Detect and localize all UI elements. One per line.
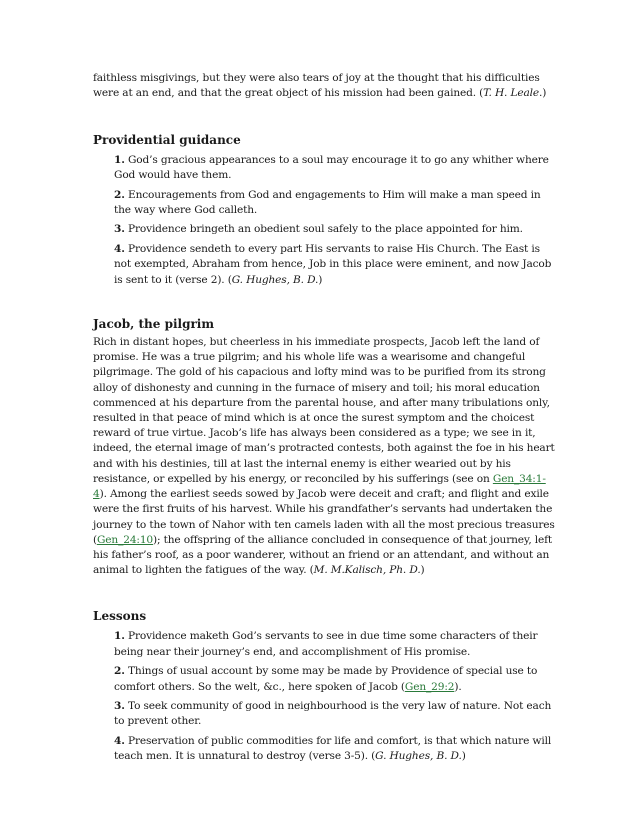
item-number: 3. [114, 223, 125, 236]
link-gen-34[interactable]: Gen_34:1-4 [93, 472, 546, 501]
intro-text: faithless misgivings, but they were also tears of joy at the thought that his difficulties were at an end, and that the great object of his mission had been gained. ( [93, 72, 540, 100]
item-number: 4. [114, 242, 125, 255]
heading-jacob-the-pilgrim: Jacob, the pilgrim [93, 317, 215, 332]
item-number: 1. [114, 153, 125, 166]
list-item [93, 222, 555, 237]
item-text: Preservation of public commodities for life and comfort, is that which nature will teach men. It is unnatural to destroy (verse 3-5). ( [114, 734, 552, 763]
jacob-text-3: ); the offspring of the alliance concluded in consequence of that journey, left his father’s roof, as a poor wanderer, without an friend or an attendant, and without an animal to lighten the fatigues of the way. ( [93, 533, 553, 577]
item-text: Things of usual account by some may be made by Providence of special use to comfort others. So the welt, &c., here spoken of Jacob ( [114, 665, 538, 693]
item-citation: G. Hughes, B. D. [375, 750, 462, 763]
item-citation: G. Hughes, B. D. [231, 273, 319, 286]
item-number: 1. [114, 630, 125, 643]
intro-citation: T. H. Leale. [483, 87, 543, 100]
item-number: 3. [114, 699, 125, 712]
link-gen-29[interactable]: Gen_29:2 [404, 680, 455, 693]
page-content [93, 71, 555, 769]
item-end: ) [461, 750, 466, 763]
item-text: Providence maketh God’s servants to see in due time some characters of their being near their journey’s end, and accomplishment of His promise. [114, 630, 538, 658]
item-number: 2. [114, 665, 125, 678]
heading-lessons: Lessons [93, 609, 147, 624]
jacob-text-1: Rich in distant hopes, but cheerless in his immediate prospects, Jacob left the land of promise. He was a true pilgrim; and his whole life was a wearisome and changeful pilgrimage. The gold of his capacious and lofty mind was to be purified from its strong alloy of dishonesty and cunning in the furnace of misery and toil; his moral education commenced at his departure from the parental house, and after many tribulations only, resulted in that peace of mind which is at once the surest symptom and the choicest reward of true virtue. Jacob’s life has always been considered as a type; we see in it, indeed, the eternal image of man’s protracted contests, both against the foe in his heart and with his destinies, till at last the internal enemy is either wearied out by his resistance, or expelled by his energy, or reconciled by his sufferings (see on [93, 336, 555, 485]
item-number: 2. [114, 188, 125, 201]
list-item [93, 242, 555, 288]
item-end: ) [318, 273, 323, 286]
item-end: ). [454, 680, 462, 693]
intro-end: ) [542, 87, 547, 100]
jacob-text-2: ). Among the earliest seeds sowed by Jacob were deceit and craft; and flight and exile were the first fruits of his harvest. While his grandfather’s servants had undertaken the journey to the town of Nahor with ten camels laden with all the most precious treasures ( [93, 488, 555, 546]
heading-providential-guidance: Providential guidance [93, 132, 241, 147]
jacob-citation: M. M.Kalisch, Ph. D. [313, 564, 421, 577]
jacob-end: ) [420, 564, 425, 577]
list-item [93, 734, 555, 765]
list-item [93, 699, 555, 730]
list-item [93, 664, 555, 695]
jacob-paragraph [93, 335, 555, 578]
list-item [93, 153, 555, 184]
item-number: 4. [114, 734, 125, 747]
item-text: Providence sendeth to every part His servants to raise His Church. The East is not exempted, Abraham from hence, Job in this place were eminent, and now Jacob is sent to it (verse 2). ( [114, 242, 552, 286]
item-text: Providence bringeth an obedient soul safely to the place appointed for him. [127, 223, 523, 236]
item-text: God’s gracious appearances to a soul may encourage it to go any whither where God would have them. [114, 153, 549, 182]
list-item [93, 188, 555, 219]
link-gen-24[interactable]: Gen_24:10 [96, 533, 154, 546]
item-text: To seek community of good in neighbourhood is the very law of nature. Not each to prevent other. [114, 699, 552, 728]
list-item [93, 629, 555, 660]
intro-paragraph [93, 71, 555, 102]
item-text: Encouragements from God and engagements to Him will make a man speed in the way where God calleth. [114, 188, 541, 217]
